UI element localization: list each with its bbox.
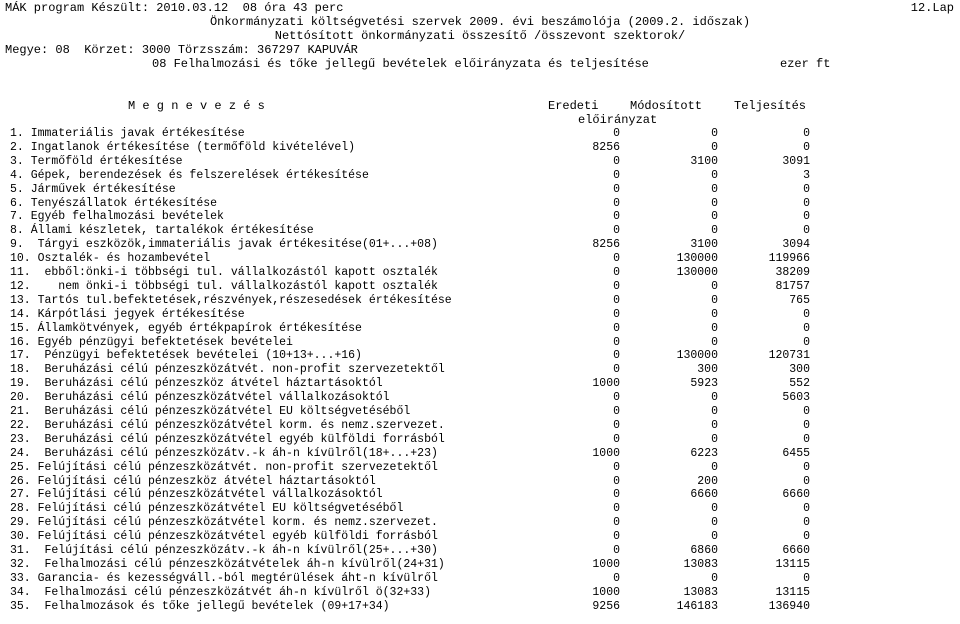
table-row <box>0 530 960 544</box>
row-value-v3: 81757 <box>775 279 810 293</box>
row-value-v2: 0 <box>711 418 718 432</box>
row-label: 32. Felhalmozási célú pénzeszközátvételek áh-n kívülről(24+31) <box>10 557 445 571</box>
table-row <box>0 488 960 502</box>
table-row <box>0 224 960 238</box>
table-row <box>0 586 960 600</box>
row-value-v1: 0 <box>613 488 620 502</box>
row-value-v2: 0 <box>711 391 718 405</box>
row-value-v3: 136940 <box>768 599 810 613</box>
row-value-v1: 1000 <box>592 557 620 571</box>
table-row <box>0 141 960 155</box>
table-row <box>0 197 960 211</box>
row-label: 29. Felújítási célú pénzeszközátvétel korm. és nemz.szervezet. <box>10 516 438 530</box>
row-value-v2: 3100 <box>690 238 718 252</box>
row-value-v1: 0 <box>613 182 620 196</box>
row-value-v3: 0 <box>803 210 810 224</box>
row-value-v1: 8256 <box>592 140 620 154</box>
row-value-v1: 1000 <box>592 585 620 599</box>
table-row <box>0 294 960 308</box>
table-row <box>0 308 960 322</box>
table-row <box>0 322 960 336</box>
row-value-v1: 0 <box>613 307 620 321</box>
table-row <box>0 572 960 586</box>
row-label: 16. Egyéb pénzügyi befektetések bevételei <box>10 335 293 349</box>
table-row <box>0 419 960 433</box>
section-title: 08 Felhalmozási és tőke jellegű bevételek előirányzata és teljesítése <box>152 57 649 71</box>
row-value-v1: 0 <box>613 544 620 557</box>
row-value-v1: 0 <box>613 154 620 168</box>
row-value-v1: 0 <box>613 530 620 544</box>
row-value-v2: 6660 <box>690 488 718 502</box>
row-value-v2: 13083 <box>683 557 718 571</box>
row-label: 9. Tárgyi eszközök,immateriális javak értékesitése(01+...+08) <box>10 238 438 252</box>
row-value-v3: 0 <box>803 182 810 196</box>
row-value-v3: 0 <box>803 571 810 585</box>
row-value-v2: 0 <box>711 168 718 182</box>
row-value-v2: 0 <box>711 140 718 154</box>
row-value-v2: 130000 <box>676 349 718 363</box>
row-label: 20. Beruházási célú pénzeszközátvétel vállalkozásoktól <box>10 391 390 405</box>
row-value-v1: 0 <box>613 474 620 488</box>
row-value-v1: 0 <box>613 405 620 418</box>
row-value-v1: 9256 <box>592 599 620 613</box>
row-value-v1: 0 <box>613 418 620 432</box>
row-value-v2: 130000 <box>676 252 718 266</box>
row-value-v2: 6860 <box>690 544 718 557</box>
table-row <box>0 155 960 169</box>
row-value-v2: 0 <box>711 127 718 140</box>
report-title: Önkormányzati költségvetési szervek 2009. évi beszámolója (2009.2. időszak) <box>209 15 751 29</box>
row-value-v3: 0 <box>803 418 810 432</box>
row-value-v2: 0 <box>711 405 718 418</box>
row-label: 2. Ingatlanok értékesítése (termőföld kivételével) <box>10 140 356 154</box>
table-row <box>0 391 960 405</box>
row-value-v3: 5603 <box>782 391 810 405</box>
row-label: 23. Beruházási célú pénzeszközátvétel egyéb külföldi forrásból <box>10 432 445 446</box>
row-value-v2: 0 <box>711 307 718 321</box>
row-value-v1: 0 <box>613 252 620 266</box>
row-label: 34. Felhalmozási célú pénzeszközátvét áh-n kívülről ö(32+33) <box>10 585 431 599</box>
row-label: 21. Beruházási célú pénzeszközátvétel EU költségvetéséből <box>10 405 411 418</box>
row-label: 27. Felújítási célú pénzeszközátvétel vállalkozásoktól <box>10 488 383 502</box>
table-row <box>0 558 960 572</box>
row-value-v2: 0 <box>711 460 718 474</box>
row-value-v1: 1000 <box>592 377 620 391</box>
row-value-v3: 0 <box>803 474 810 488</box>
row-value-v3: 0 <box>803 307 810 321</box>
row-value-v3: 765 <box>789 293 810 307</box>
row-value-v3: 6455 <box>782 446 810 460</box>
row-value-v3: 0 <box>803 224 810 238</box>
row-value-v2: 0 <box>711 571 718 585</box>
table-row <box>0 349 960 363</box>
row-label: 31. Felújítási célú pénzeszközátv.-k áh-n kívülről(25+...+30) <box>10 544 438 557</box>
row-value-v3: 0 <box>803 432 810 446</box>
row-value-v2: 200 <box>697 474 718 488</box>
row-label: 33. Garancia- és kezességváll.-ból megtérülések áht-n kívülről <box>10 571 438 585</box>
row-value-v1: 0 <box>613 279 620 293</box>
row-label: 30. Felújítási célú pénzeszközátvétel egyéb külföldi forrásból <box>10 530 438 544</box>
row-label: 28. Felújítási célú pénzeszközátvétel EU költségvetéséből <box>10 502 404 516</box>
column-header-original: Eredeti <box>548 99 599 113</box>
row-value-v3: 13115 <box>775 557 810 571</box>
table-row <box>0 544 960 558</box>
row-value-v3: 3094 <box>782 238 810 252</box>
row-value-v2: 0 <box>711 224 718 238</box>
row-value-v3: 0 <box>803 530 810 544</box>
row-label: 6. Tenyészállatok értékesítése <box>10 196 218 210</box>
row-value-v1: 0 <box>613 210 620 224</box>
table-row <box>0 266 960 280</box>
row-label: 4. Gépek, berendezések és felszerelések értékesítése <box>10 168 369 182</box>
row-value-v3: 0 <box>803 127 810 140</box>
row-value-v3: 13115 <box>775 585 810 599</box>
row-value-v1: 0 <box>613 516 620 530</box>
row-value-v1: 0 <box>613 502 620 516</box>
row-label: 1. Immateriális javak értékesítése <box>10 127 245 140</box>
table-row <box>0 280 960 294</box>
row-label: 10. Osztalék- és hozambevétel <box>10 252 211 266</box>
row-value-v3: 6660 <box>782 488 810 502</box>
table-row <box>0 336 960 350</box>
column-header-name: M e g n e v e z é s <box>128 99 265 113</box>
row-label: 22. Beruházási célú pénzeszközátvétel korm. és nemz.szervezet. <box>10 418 445 432</box>
table-row <box>0 516 960 530</box>
row-value-v1: 0 <box>613 363 620 377</box>
row-value-v1: 0 <box>613 460 620 474</box>
table-row <box>0 502 960 516</box>
row-value-v2: 0 <box>711 279 718 293</box>
row-value-v3: 120731 <box>768 349 810 363</box>
row-label: 19. Beruházási célú pénzeszköz átvétel háztartásoktól <box>10 377 383 391</box>
row-label: 17. Pénzügyi befektetések bevételei (10+13+...+16) <box>10 349 362 363</box>
row-value-v1: 0 <box>613 224 620 238</box>
row-value-v1: 8256 <box>592 238 620 252</box>
row-value-v2: 300 <box>697 363 718 377</box>
row-value-v2: 0 <box>711 182 718 196</box>
row-value-v2: 3100 <box>690 154 718 168</box>
row-value-v2: 130000 <box>676 266 718 279</box>
column-header-modified-2: előirányzat <box>578 113 658 127</box>
row-value-v2: 146183 <box>676 599 718 613</box>
row-value-v3: 38209 <box>775 266 810 279</box>
row-value-v1: 0 <box>613 127 620 140</box>
row-value-v2: 6223 <box>690 446 718 460</box>
row-value-v1: 0 <box>613 266 620 279</box>
row-value-v1: 0 <box>613 432 620 446</box>
row-value-v3: 3091 <box>782 154 810 168</box>
row-value-v3: 6660 <box>782 544 810 557</box>
report-timestamp: MÁK program Készült: 2010.03.12 08 óra 43 perc <box>5 1 344 15</box>
row-value-v1: 0 <box>613 293 620 307</box>
table-row <box>0 600 960 614</box>
row-value-v3: 0 <box>803 321 810 335</box>
row-value-v2: 13083 <box>683 585 718 599</box>
row-value-v3: 552 <box>789 377 810 391</box>
column-header-modified: Módosított <box>630 99 703 113</box>
table-row <box>0 238 960 252</box>
row-value-v3: 0 <box>803 335 810 349</box>
row-label: 3. Termőföld értékesítése <box>10 154 183 168</box>
row-value-v1: 0 <box>613 335 620 349</box>
row-label: 11. ebből:önki-i többségi tul. vállalkozástól kapott osztalék <box>10 266 438 279</box>
row-value-v2: 0 <box>711 335 718 349</box>
row-value-v3: 3 <box>803 168 810 182</box>
row-value-v2: 0 <box>711 530 718 544</box>
row-value-v1: 0 <box>613 349 620 363</box>
row-value-v2: 5923 <box>690 377 718 391</box>
report-subtitle: Nettósított önkormányzati összesítő /összevont szektorok/ <box>274 29 686 43</box>
page-number: 12.Lap <box>910 1 954 15</box>
row-value-v2: 0 <box>711 432 718 446</box>
row-value-v1: 0 <box>613 168 620 182</box>
row-label: 8. Állami készletek, tartalékok értékesítése <box>10 224 314 238</box>
column-header-actual: Teljesítés <box>734 99 807 113</box>
table-row <box>0 169 960 183</box>
row-label: 15. Államkötvények, egyéb értékpapírok értékesítése <box>10 321 362 335</box>
row-value-v1: 0 <box>613 571 620 585</box>
row-value-v3: 0 <box>803 196 810 210</box>
row-value-v2: 0 <box>711 321 718 335</box>
table-row <box>0 127 960 141</box>
row-value-v3: 300 <box>789 363 810 377</box>
row-label: 26. Felújítási célú pénzeszköz átvétel háztartásoktól <box>10 474 376 488</box>
row-label: 25. Felújítási célú pénzeszközátvét. non-profit szervezetektől <box>10 460 438 474</box>
table-row <box>0 252 960 266</box>
unit-label: ezer ft <box>780 57 831 71</box>
table-row <box>0 210 960 224</box>
table-row <box>0 475 960 489</box>
row-label: 24. Beruházási célú pénzeszközátv.-k áh-n kívülről(18+...+23) <box>10 446 438 460</box>
row-label: 7. Egyéb felhalmozási bevételek <box>10 210 224 224</box>
row-value-v3: 0 <box>803 502 810 516</box>
row-value-v2: 0 <box>711 516 718 530</box>
row-label: 5. Járművek értékesítése <box>10 182 176 196</box>
row-value-v3: 0 <box>803 140 810 154</box>
row-label: 13. Tartós tul.befektetések,részvények,részesedések értékesítése <box>10 293 452 307</box>
table-row <box>0 461 960 475</box>
region-info: Megye: 08 Körzet: 3000 Törzsszám: 367297 KAPUVÁR <box>5 43 358 57</box>
table-row <box>0 363 960 377</box>
row-value-v1: 0 <box>613 196 620 210</box>
row-value-v1: 1000 <box>592 446 620 460</box>
table-row <box>0 377 960 391</box>
table-row <box>0 433 960 447</box>
row-label: 12. nem önki-i többségi tul. vállalkozástól kapott osztalék <box>10 279 438 293</box>
row-label: 18. Beruházási célú pénzeszközátvét. non-profit szervezetektől <box>10 363 445 377</box>
row-value-v1: 0 <box>613 391 620 405</box>
row-value-v2: 0 <box>711 210 718 224</box>
row-label: 14. Kárpótlási jegyek értékesítése <box>10 307 245 321</box>
row-value-v3: 0 <box>803 405 810 418</box>
table-row <box>0 183 960 197</box>
row-value-v2: 0 <box>711 196 718 210</box>
table-row <box>0 447 960 461</box>
row-value-v2: 0 <box>711 502 718 516</box>
row-value-v2: 0 <box>711 293 718 307</box>
row-value-v1: 0 <box>613 321 620 335</box>
row-value-v3: 119966 <box>768 252 810 266</box>
table-row <box>0 405 960 419</box>
row-value-v3: 0 <box>803 460 810 474</box>
row-label: 35. Felhalmozások és tőke jellegű bevételek (09+17+34) <box>10 599 390 613</box>
row-value-v3: 0 <box>803 516 810 530</box>
